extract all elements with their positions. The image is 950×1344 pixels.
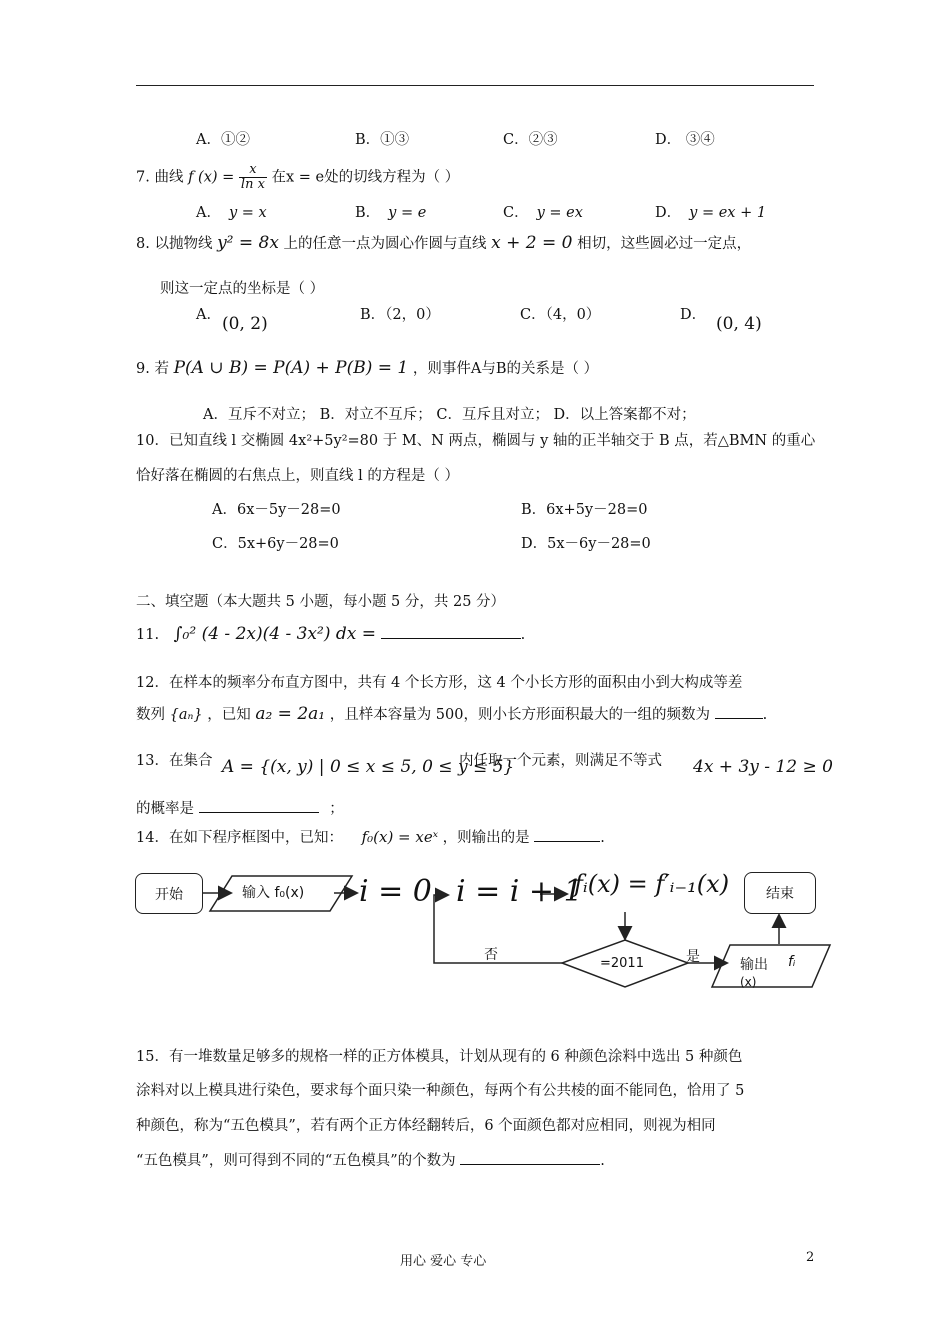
q8-option-c: C．（4，0） (520, 307, 601, 323)
condition-label: =2011 (600, 956, 644, 971)
q10-option-d: D．5x－6y－28=0 (521, 536, 651, 552)
output-func: fᵢ (788, 954, 796, 970)
q8-pre: 以抛物线 (154, 236, 213, 252)
q7-option-a: A． y = x (196, 205, 267, 221)
q8-option-d-label: D． (680, 307, 707, 323)
q8-parabola: y² = 8x (217, 233, 279, 253)
q8-number: 8. (136, 236, 150, 252)
q7-option-c: C． y = ex (503, 205, 583, 221)
q7-frac-num: x (239, 163, 267, 178)
q10-line2: 恰好落在椭圆的右焦点上，则直线 l 的方程是（ ） (136, 468, 459, 484)
q6-option-b: B．①③ (355, 132, 410, 148)
q9-number: 9. (136, 361, 150, 377)
q15-answer-blank[interactable] (460, 1150, 600, 1165)
q13-line2: 的概率是 ； (136, 797, 344, 818)
q11-number: 11. (136, 627, 160, 643)
increment-step: i = i + 1 (456, 874, 583, 909)
q7-option-d: D． y = ex + 1 (655, 205, 767, 221)
q10-option-b: B．6x+5y－28=0 (521, 502, 648, 518)
section-heading: 二、填空题（本大题共 5 小题，每小题 5 分，共 25 分） (136, 594, 506, 610)
q13-line1: 13．在集合 (136, 753, 213, 769)
q8-option-b: B．（2，0） (360, 307, 440, 323)
q7-post: 在x = e处的切线方程为（ ） (271, 169, 460, 186)
no-label: 否 (484, 947, 498, 963)
q7-frac-den: ln x (240, 177, 265, 192)
q13-set: A = {(x, y) | 0 ≤ x ≤ 5, 0 ≤ y ≤ 5} (222, 757, 515, 777)
q8-line2: 则这一定点的坐标是（ ） (160, 281, 325, 297)
output-label: 输出 (740, 957, 768, 973)
q14-question: 14．在如下程序框图中，已知： f₀(x) = xeˣ ，则输出的是 . (136, 828, 605, 846)
q6-option-a: A．①② (196, 132, 250, 148)
output-arg: (x) (740, 975, 757, 989)
q13-inequality: 4x + 3y - 12 ≥ 0 (693, 757, 833, 777)
q13-mid: 内任取一个元素，则满足不等式 (459, 753, 662, 769)
derivative-step: fᵢ(x) = f′ᵢ₋₁(x) (574, 870, 730, 898)
footer-motto: 用心 爱心 专心 (400, 1254, 487, 1269)
input-label: 输入 f₀(x) (242, 885, 305, 901)
q8-option-a-expr: (0, 2) (222, 314, 268, 334)
page-number: 2 (806, 1250, 815, 1265)
q10-option-c: C．5x+6y－28=0 (212, 536, 339, 552)
q6-option-c: C．②③ (503, 132, 558, 148)
q7-number: 7. (136, 169, 150, 186)
q11-question: 11. ∫₀² (4 - 2x)(4 - 3x²) dx = . (136, 624, 526, 644)
q12-equation: a₂ = 2a₁ (255, 704, 326, 724)
end-node: 结束 (744, 872, 816, 914)
q8-post: 相切，这些圆必过一定点， (577, 236, 752, 252)
q12-line1: 12．在样本的频率分布直方图中，共有 4 个长方形，这 4 个小长方形的面积由小到大构成等差 (136, 675, 743, 691)
q6-option-d: D． ③④ (655, 132, 715, 148)
q10-option-a: A．6x－5y－28=0 (212, 502, 341, 518)
q10-line1: 10．已知直线 l 交椭圆 4x²+5y²=80 于 M、N 两点，椭圆与 y 轴的正半轴交于 B 点，若△BMN 的重心 (136, 433, 816, 449)
q8-mid: 上的任意一点为圆心作圆与直线 (283, 236, 487, 252)
output-shape (712, 945, 830, 987)
q9-post: ，则事件A与B的关系是（ ） (412, 361, 599, 377)
yes-label: 是 (686, 949, 700, 965)
q9-pre: 若 (154, 361, 169, 377)
q15-line1: 15．有一堆数量足够多的规格一样的正方体模具，计划从现有的 6 种颜色涂料中选出 5 种颜色 (136, 1049, 743, 1065)
q14-expr: f₀(x) = xeˣ (361, 828, 439, 846)
q8-option-d-expr: (0, 4) (716, 314, 762, 334)
q15-line4: “五色模具”，则可得到不同的“五色模具”的个数为 . (136, 1149, 605, 1170)
start-node: 开始 (135, 873, 203, 914)
q7-option-b: B． y = e (355, 205, 427, 221)
q8-line: x + 2 = 0 (491, 233, 573, 253)
q15-line3: 种颜色，称为“五色模具”，若有两个正方体经翻转后，6 个面颜色都对应相同，则视为相同 (136, 1118, 716, 1134)
q7-pre: 曲线 (154, 169, 184, 186)
q15-line2: 涂料对以上模具进行染色，要求每个面只染一种颜色，每两个有公共棱的面不能同色，恰用了 5 (136, 1083, 745, 1099)
q8-option-a-label: A． (196, 307, 221, 323)
q9-expr: P(A ∪ B) = P(A) + P(B) = 1 (173, 358, 409, 378)
q12-line2: 数列 {aₙ} ，已知 a₂ = 2a₁ ，且样本容量为 500，则小长方形面积最大的一组的频数为 . (136, 704, 768, 724)
q9-options: A．互斥不对立； B．对立不互斥； C．互斥且对立； D．以上答案都不对； (203, 407, 696, 423)
q7-fx: f (x) = (188, 169, 235, 186)
init-step: i = 0 (359, 874, 432, 909)
q12-sequence: {aₙ} (169, 707, 203, 723)
q11-expr: ∫₀² (4 - 2x)(4 - 3x²) dx = (173, 624, 376, 644)
